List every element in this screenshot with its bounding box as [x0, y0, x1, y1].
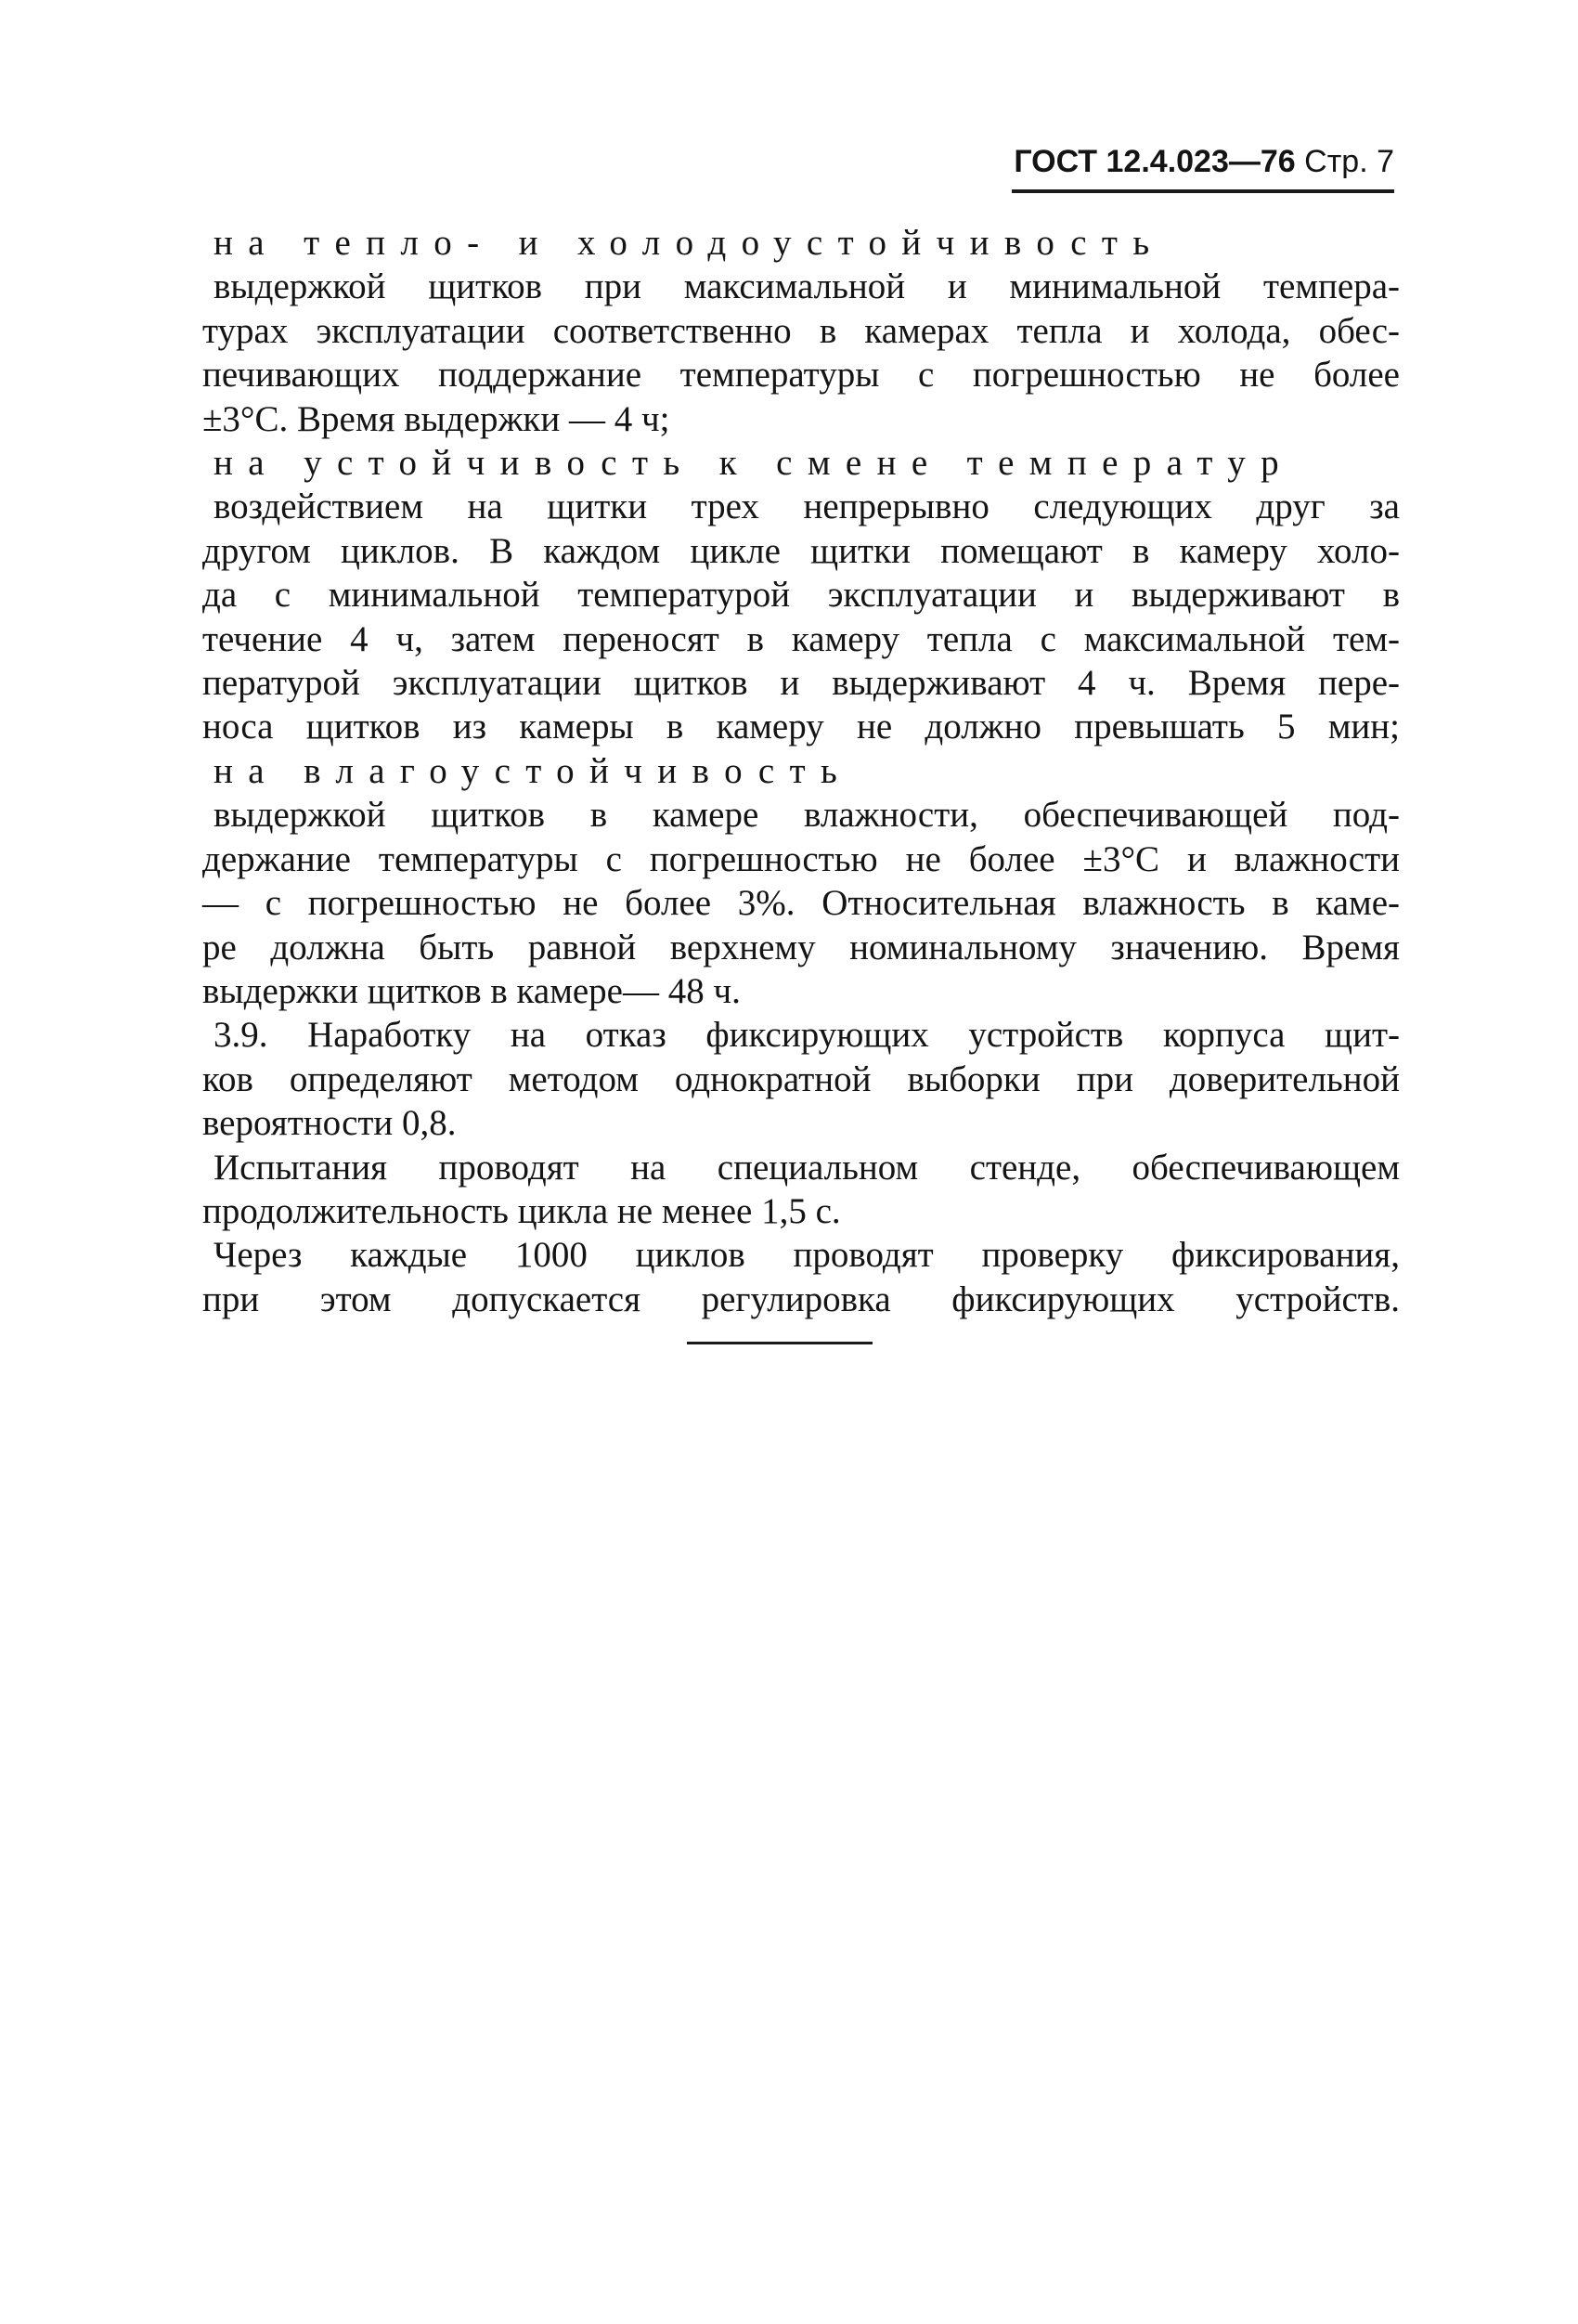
text-line: другом циклов. В каждом цикле щитки помещают в камеру холо-	[202, 530, 1400, 571]
clause-3-9: 3.9. Наработку на отказ фиксирующих устройств корпуса щит-	[213, 1015, 1400, 1056]
text-line: ±3°С. Время выдержки — 4 ч;	[202, 398, 670, 439]
text-line: воздействием на щитки трех непрерывно следующих друг за	[213, 487, 1400, 527]
text-line: — с погрешностью не более 3%. Относительная влажность в каме-	[202, 883, 1400, 924]
text-line: да с минимальной температурой эксплуатации и выдерживают в	[202, 575, 1400, 616]
text-line: при этом допускается регулировка фиксирующих устройств.	[202, 1279, 1400, 1319]
text-line: держание температуры с погрешностью не более ±3°С и влажности	[202, 838, 1400, 879]
end-rule	[687, 1342, 873, 1344]
text-line: турах эксплуатации соответственно в камерах тепла и холода, обес-	[202, 310, 1400, 351]
text-line: выдержки щитков в камере— 48 ч.	[202, 970, 741, 1011]
section-heading-heat-cold: на тепло- и холодоустойчивость	[213, 223, 1165, 263]
page-label: Стр. 7	[1304, 144, 1394, 179]
body-text	[202, 221, 1400, 1321]
text-line: печивающих поддержание температуры с погрешностью не более	[202, 355, 1400, 396]
text-line: вероятности 0,8.	[202, 1103, 457, 1144]
section-heading-temp-change: на устойчивость к смене температур	[213, 443, 1295, 484]
text-line: продолжительность цикла не менее 1,5 с.	[202, 1190, 841, 1231]
text-line: пературой эксплуатации щитков и выдерживают 4 ч. Время пере-	[202, 663, 1400, 704]
text-line: выдержкой щитков при максимальной и минимальной темпера-	[213, 266, 1400, 307]
text-line: ков определяют методом однократной выборки при доверительной	[202, 1058, 1400, 1099]
text-line: течение 4 ч, затем переносят в камеру тепла с максимальной тем-	[202, 618, 1400, 659]
section-heading-moisture: на влагоустойчивость	[213, 750, 853, 791]
running-header	[1012, 141, 1394, 193]
text-line: выдержкой щитков в камере влажности, обеспечивающей под-	[213, 795, 1400, 836]
check-paragraph: Через каждые 1000 циклов проводят проверку фиксирования,	[213, 1235, 1400, 1276]
test-stand-paragraph: Испытания проводят на специальном стенде, обеспечивающем	[213, 1147, 1400, 1188]
gost-code: ГОСТ 12.4.023—76	[1014, 144, 1296, 179]
text-line: носа щитков из камеры в камеру не должно превышать 5 мин;	[202, 707, 1400, 747]
text-line: ре должна быть равной верхнему номинальному значению. Время	[202, 927, 1400, 967]
